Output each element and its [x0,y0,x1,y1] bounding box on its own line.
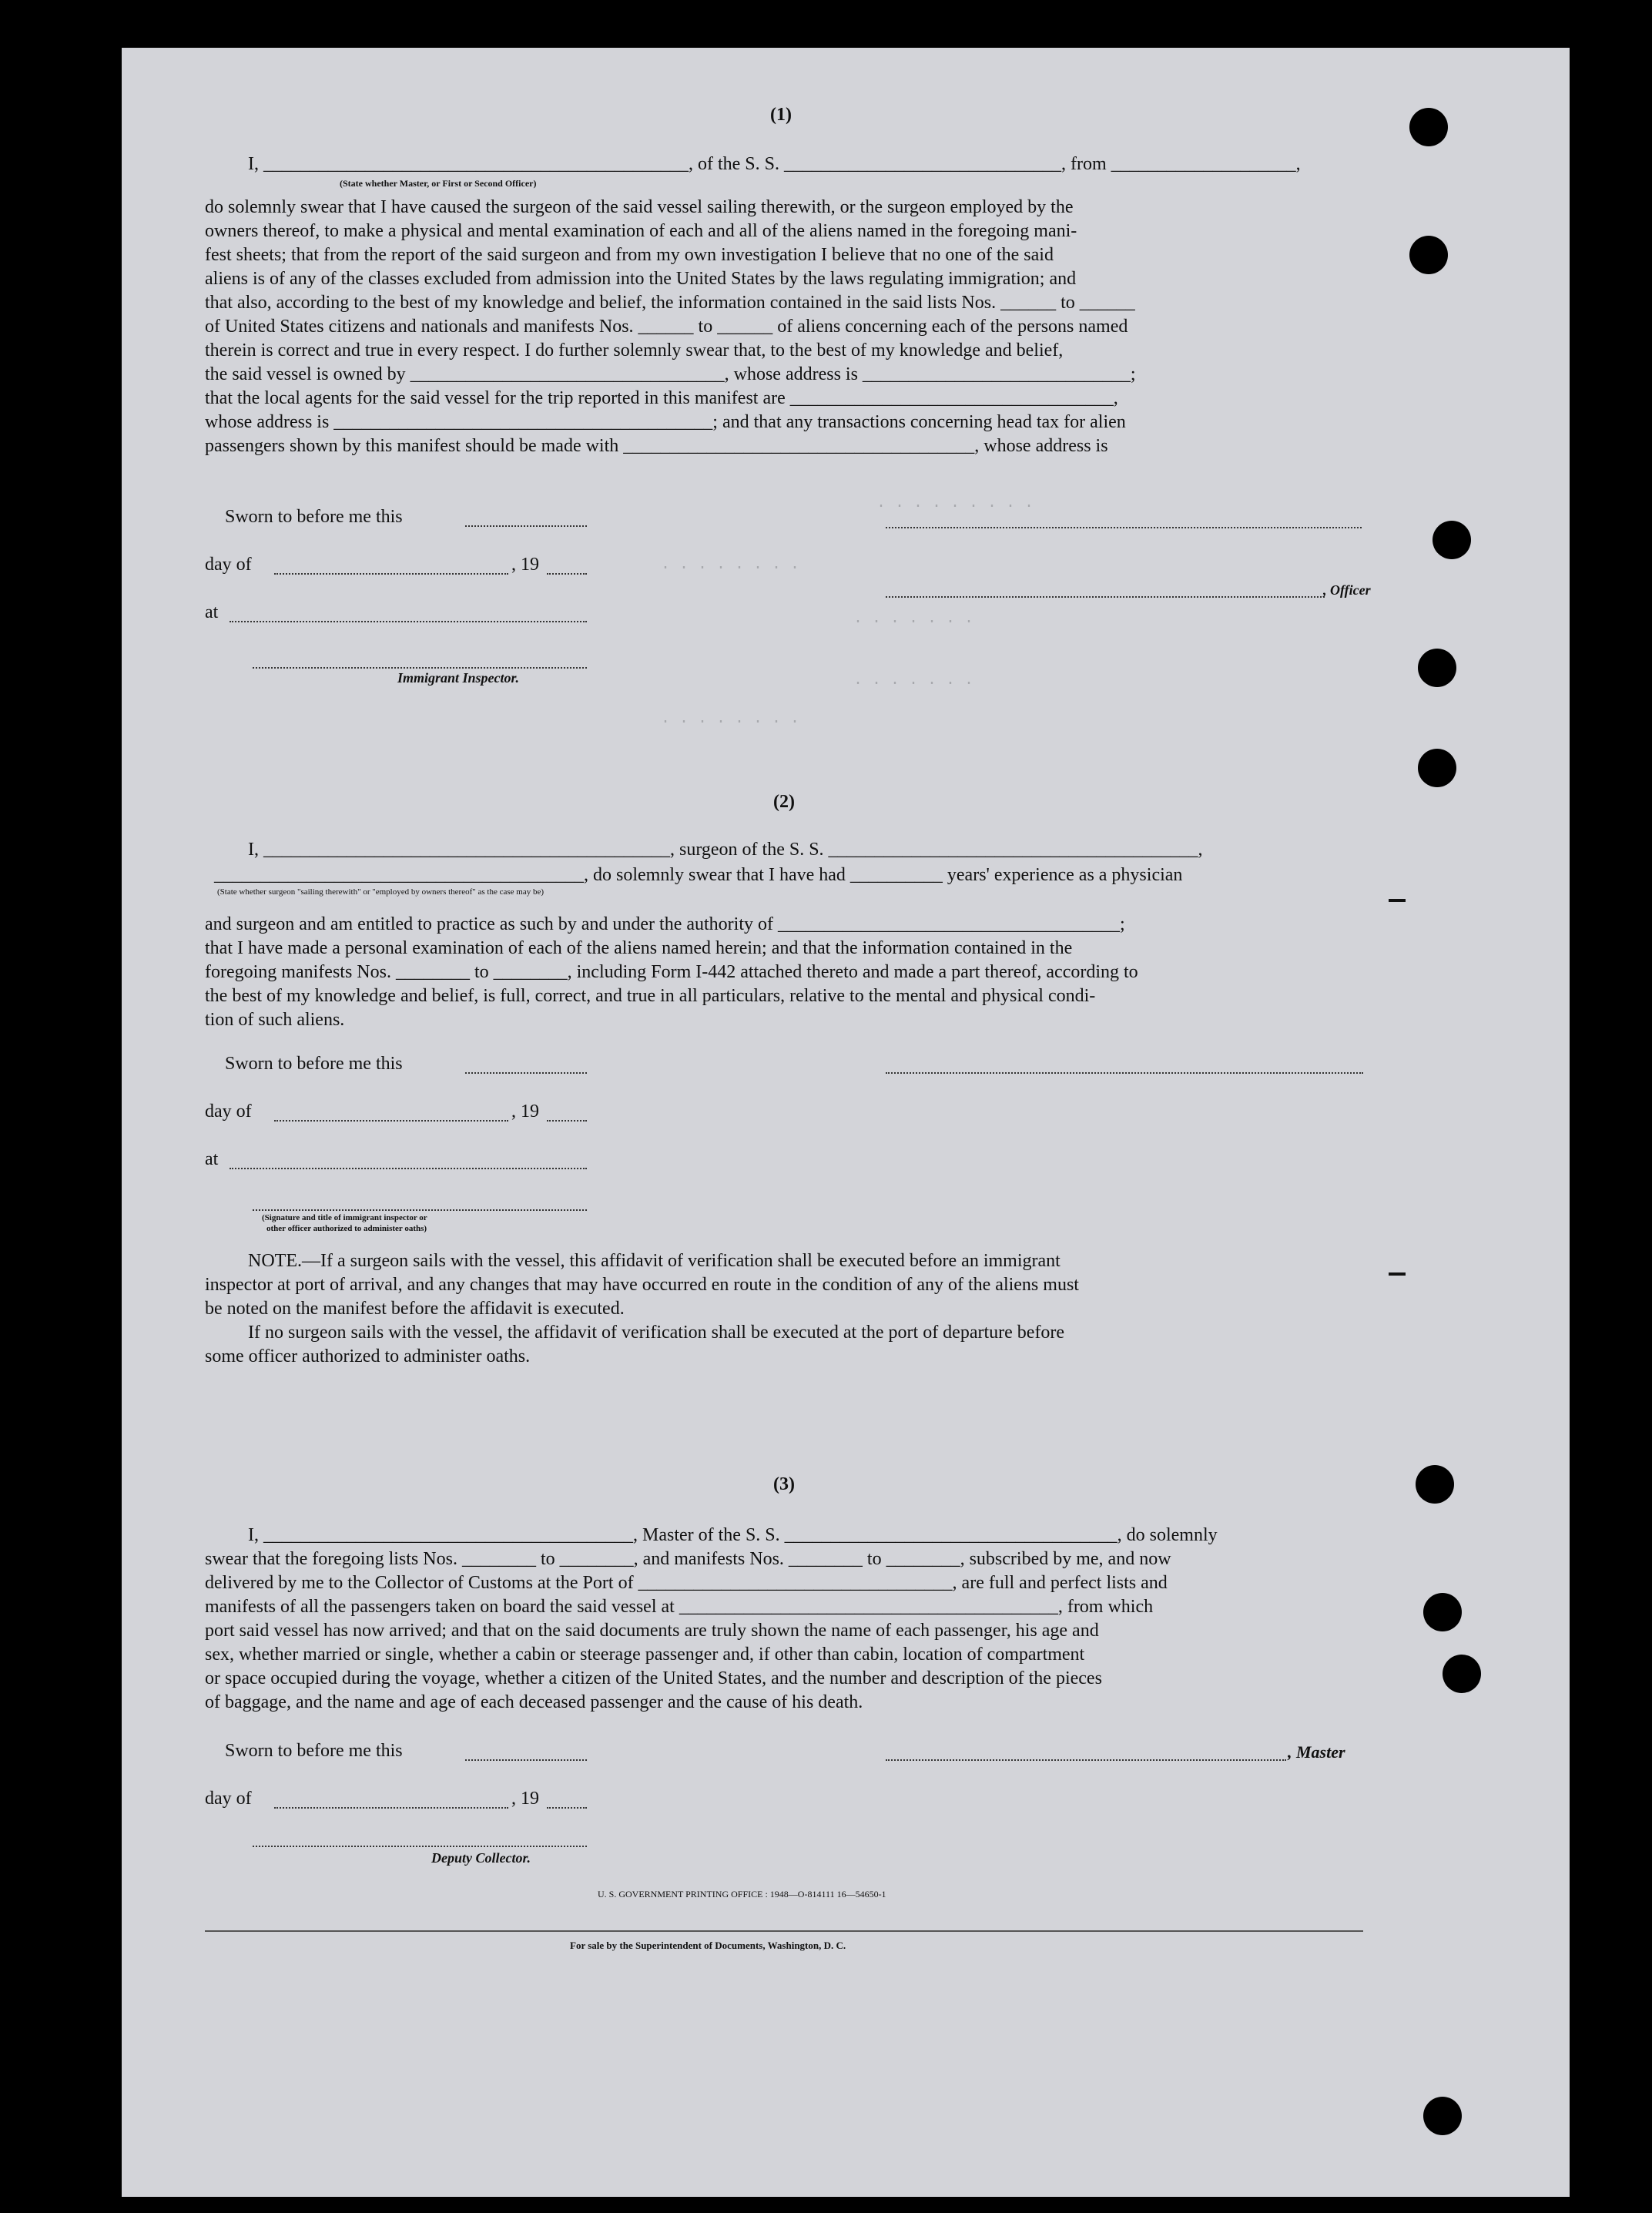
section-1-line: the said vessel is owned by __________________________________, whose address is _____________________________; [205,364,1136,384]
surgeon-line: I, ____________________________________________, surgeon of the S. S. ________________________________________, [248,840,1203,860]
section-1-line: I, ______________________________________________, of the S. S. ______________________________, from ____________________, [248,154,1301,174]
section-2-line: tion of such aliens. [205,1010,345,1030]
printing-imprint: U. S. GOVERNMENT PRINTING OFFICE : 1948—O-814111 16—54650-1 [598,1889,886,1899]
officer-line-1[interactable] [886,527,1362,528]
punch-hole [1443,1655,1481,1693]
deputy-collector-caption: Deputy Collector. [431,1850,531,1866]
section-3-line: of baggage, and the name and age of each deceased passenger and the cause of his death. [205,1692,863,1712]
year-label: , 19 [511,1789,539,1809]
note-line: NOTE.—If a surgeon sails with the vessel, this affidavit of verification shall be executed before an immigrant [248,1251,1061,1271]
note-line: some officer authorized to administer oaths. [205,1346,531,1366]
punch-hole [1433,521,1471,559]
section-1-line: therein is correct and true in every respect. I do further solemnly swear that, to the best of my knowledge and belief, [205,340,1064,360]
at-label: at [205,1149,219,1169]
inspector-signature-line[interactable] [253,1209,587,1211]
punch-hole [1418,649,1456,687]
master-signature-line[interactable] [886,1759,1286,1761]
punch-hole [1418,749,1456,787]
note-line: If no surgeon sails with the vessel, the affidavit of verification shall be executed at the port of departure before [248,1323,1065,1343]
at-field[interactable] [230,1168,587,1169]
bleed-through: . . . . . . . [853,610,974,628]
signature-caption: other officer authorized to administer oaths) [266,1224,427,1233]
immigrant-inspector-caption: Immigrant Inspector. [397,670,520,686]
margin-mark [1389,1272,1406,1276]
section-3-line: swear that the foregoing lists Nos. ________ to ________, and manifests Nos. ________ to ________, subscribed by me, and now [205,1549,1171,1569]
section-2-line: that I have made a personal examination of each of the aliens named herein; and that the information contained in the [205,938,1073,958]
punch-hole [1416,1465,1454,1504]
at-label: at [205,602,219,622]
surgeon-signature-line[interactable] [886,1072,1363,1074]
punch-hole [1409,236,1448,274]
section-3-line: sex, whether married or single, whether a cabin or steerage passenger and, if other than cabin, location of compartment [205,1645,1085,1665]
year-label: , 19 [511,555,539,575]
section-1-line: of United States citizens and nationals and manifests Nos. ______ to ______ of aliens concerning each of the persons named [205,317,1128,337]
bleed-through: . . . . . . . . [661,556,800,574]
note-line: inspector at port of arrival, and any changes that may have occurred en route in the condition of any of the aliens must [205,1275,1079,1295]
sworn-date-field[interactable] [465,1072,587,1074]
section-3-number: (3) [773,1474,795,1494]
sworn-date-field[interactable] [465,1759,587,1761]
signature-caption: (Signature and title of immigrant inspector or [262,1213,427,1222]
section-3-line: delivered by me to the Collector of Customs at the Port of __________________________________, are full and perfect lists and [205,1573,1168,1593]
officer-signature-line[interactable] [886,596,1325,598]
master-caption: , Master [1288,1742,1345,1762]
section-1-line: whose address is _________________________________________; and that any transactions concerning head tax for alien [205,412,1126,432]
at-field[interactable] [230,621,587,622]
punch-hole [1423,2097,1462,2135]
section-1-line: aliens is of any of the classes excluded from admission into the United States by the laws regulating immigration; and [205,269,1077,289]
day-of-label: day of [205,1789,252,1809]
year-field[interactable] [547,573,587,575]
section-3-line: port said vessel has now arrived; and that on the said documents are truly shown the name of each passenger, his age and [205,1621,1099,1641]
year-field[interactable] [547,1807,587,1809]
sworn-label: Sworn to before me this [225,1054,403,1074]
document-page [122,48,1570,2197]
sworn-date-field[interactable] [465,525,587,527]
section-2-line: the best of my knowledge and belief, is full, correct, and true in all particulars, relative to the mental and physical condi- [205,986,1096,1006]
note-line: be noted on the manifest before the affidavit is executed. [205,1299,625,1319]
section-1-line: passengers shown by this manifest should be made with ______________________________________, whose address is [205,436,1108,456]
section-2-number: (2) [773,792,795,812]
section-1-line: owners thereof, to make a physical and mental examination of each and all of the aliens named in the foregoing mani- [205,221,1077,241]
sale-notice: For sale by the Superintendent of Documents, Washington, D. C. [570,1940,846,1951]
bleed-through: . . . . . . . . . [876,495,1034,512]
section-2-line: and surgeon and am entitled to practice as such by and under the authority of _____________________________________; [205,914,1125,934]
sworn-label: Sworn to before me this [225,507,403,527]
officer-caption: , Officer [1323,582,1371,598]
margin-mark [1389,899,1406,902]
punch-hole [1409,108,1448,146]
sworn-label: Sworn to before me this [225,1741,403,1761]
day-of-label: day of [205,1101,252,1122]
section-3-line: manifests of all the passengers taken on board the said vessel at _________________________________________, from which [205,1597,1154,1617]
day-of-field[interactable] [274,573,508,575]
day-of-field[interactable] [274,1807,508,1809]
bleed-through: . . . . . . . [853,672,974,689]
section-1-line: fest sheets; that from the report of the said surgeon and from my own investigation I believe that no one of the said [205,245,1054,265]
punch-hole [1423,1593,1462,1631]
inspector-signature-line[interactable] [253,667,587,669]
section-3-line: or space occupied during the voyage, whether a citizen of the United States, and the number and description of the pieces [205,1668,1102,1688]
day-of-label: day of [205,555,252,575]
rank-caption: (State whether Master, or First or Second Officer) [340,178,537,189]
section-1-line: that the local agents for the said vessel for the trip reported in this manifest are ___________________________________, [205,388,1118,408]
section-2-line: foregoing manifests Nos. ________ to ________, including Form I-442 attached thereto and made a part thereof, according to [205,962,1138,982]
section-1-line: that also, according to the best of my knowledge and belief, the information contained in the said lists Nos. ______ to ______ [205,293,1135,313]
surgeon-caption: (State whether surgeon "sailing therewith" or "employed by owners thereof" as the case may be) [217,887,545,897]
section-1-number: (1) [770,105,792,125]
day-of-field[interactable] [274,1120,508,1122]
section-1-line: do solemnly swear that I have caused the surgeon of the said vessel sailing therewith, or the surgeon employed by the [205,197,1074,217]
year-label: , 19 [511,1101,539,1122]
collector-signature-line[interactable] [253,1846,587,1847]
section-3-line: I, ________________________________________, Master of the S. S. ____________________________________, do solemnly [248,1525,1218,1545]
footer-rule [205,1930,1363,1932]
bleed-through: . . . . . . . . [661,710,800,728]
surgeon-swear-line: ________________________________________, do solemnly swear that I have had __________ years' experience as a physician [214,865,1183,885]
year-field[interactable] [547,1120,587,1122]
